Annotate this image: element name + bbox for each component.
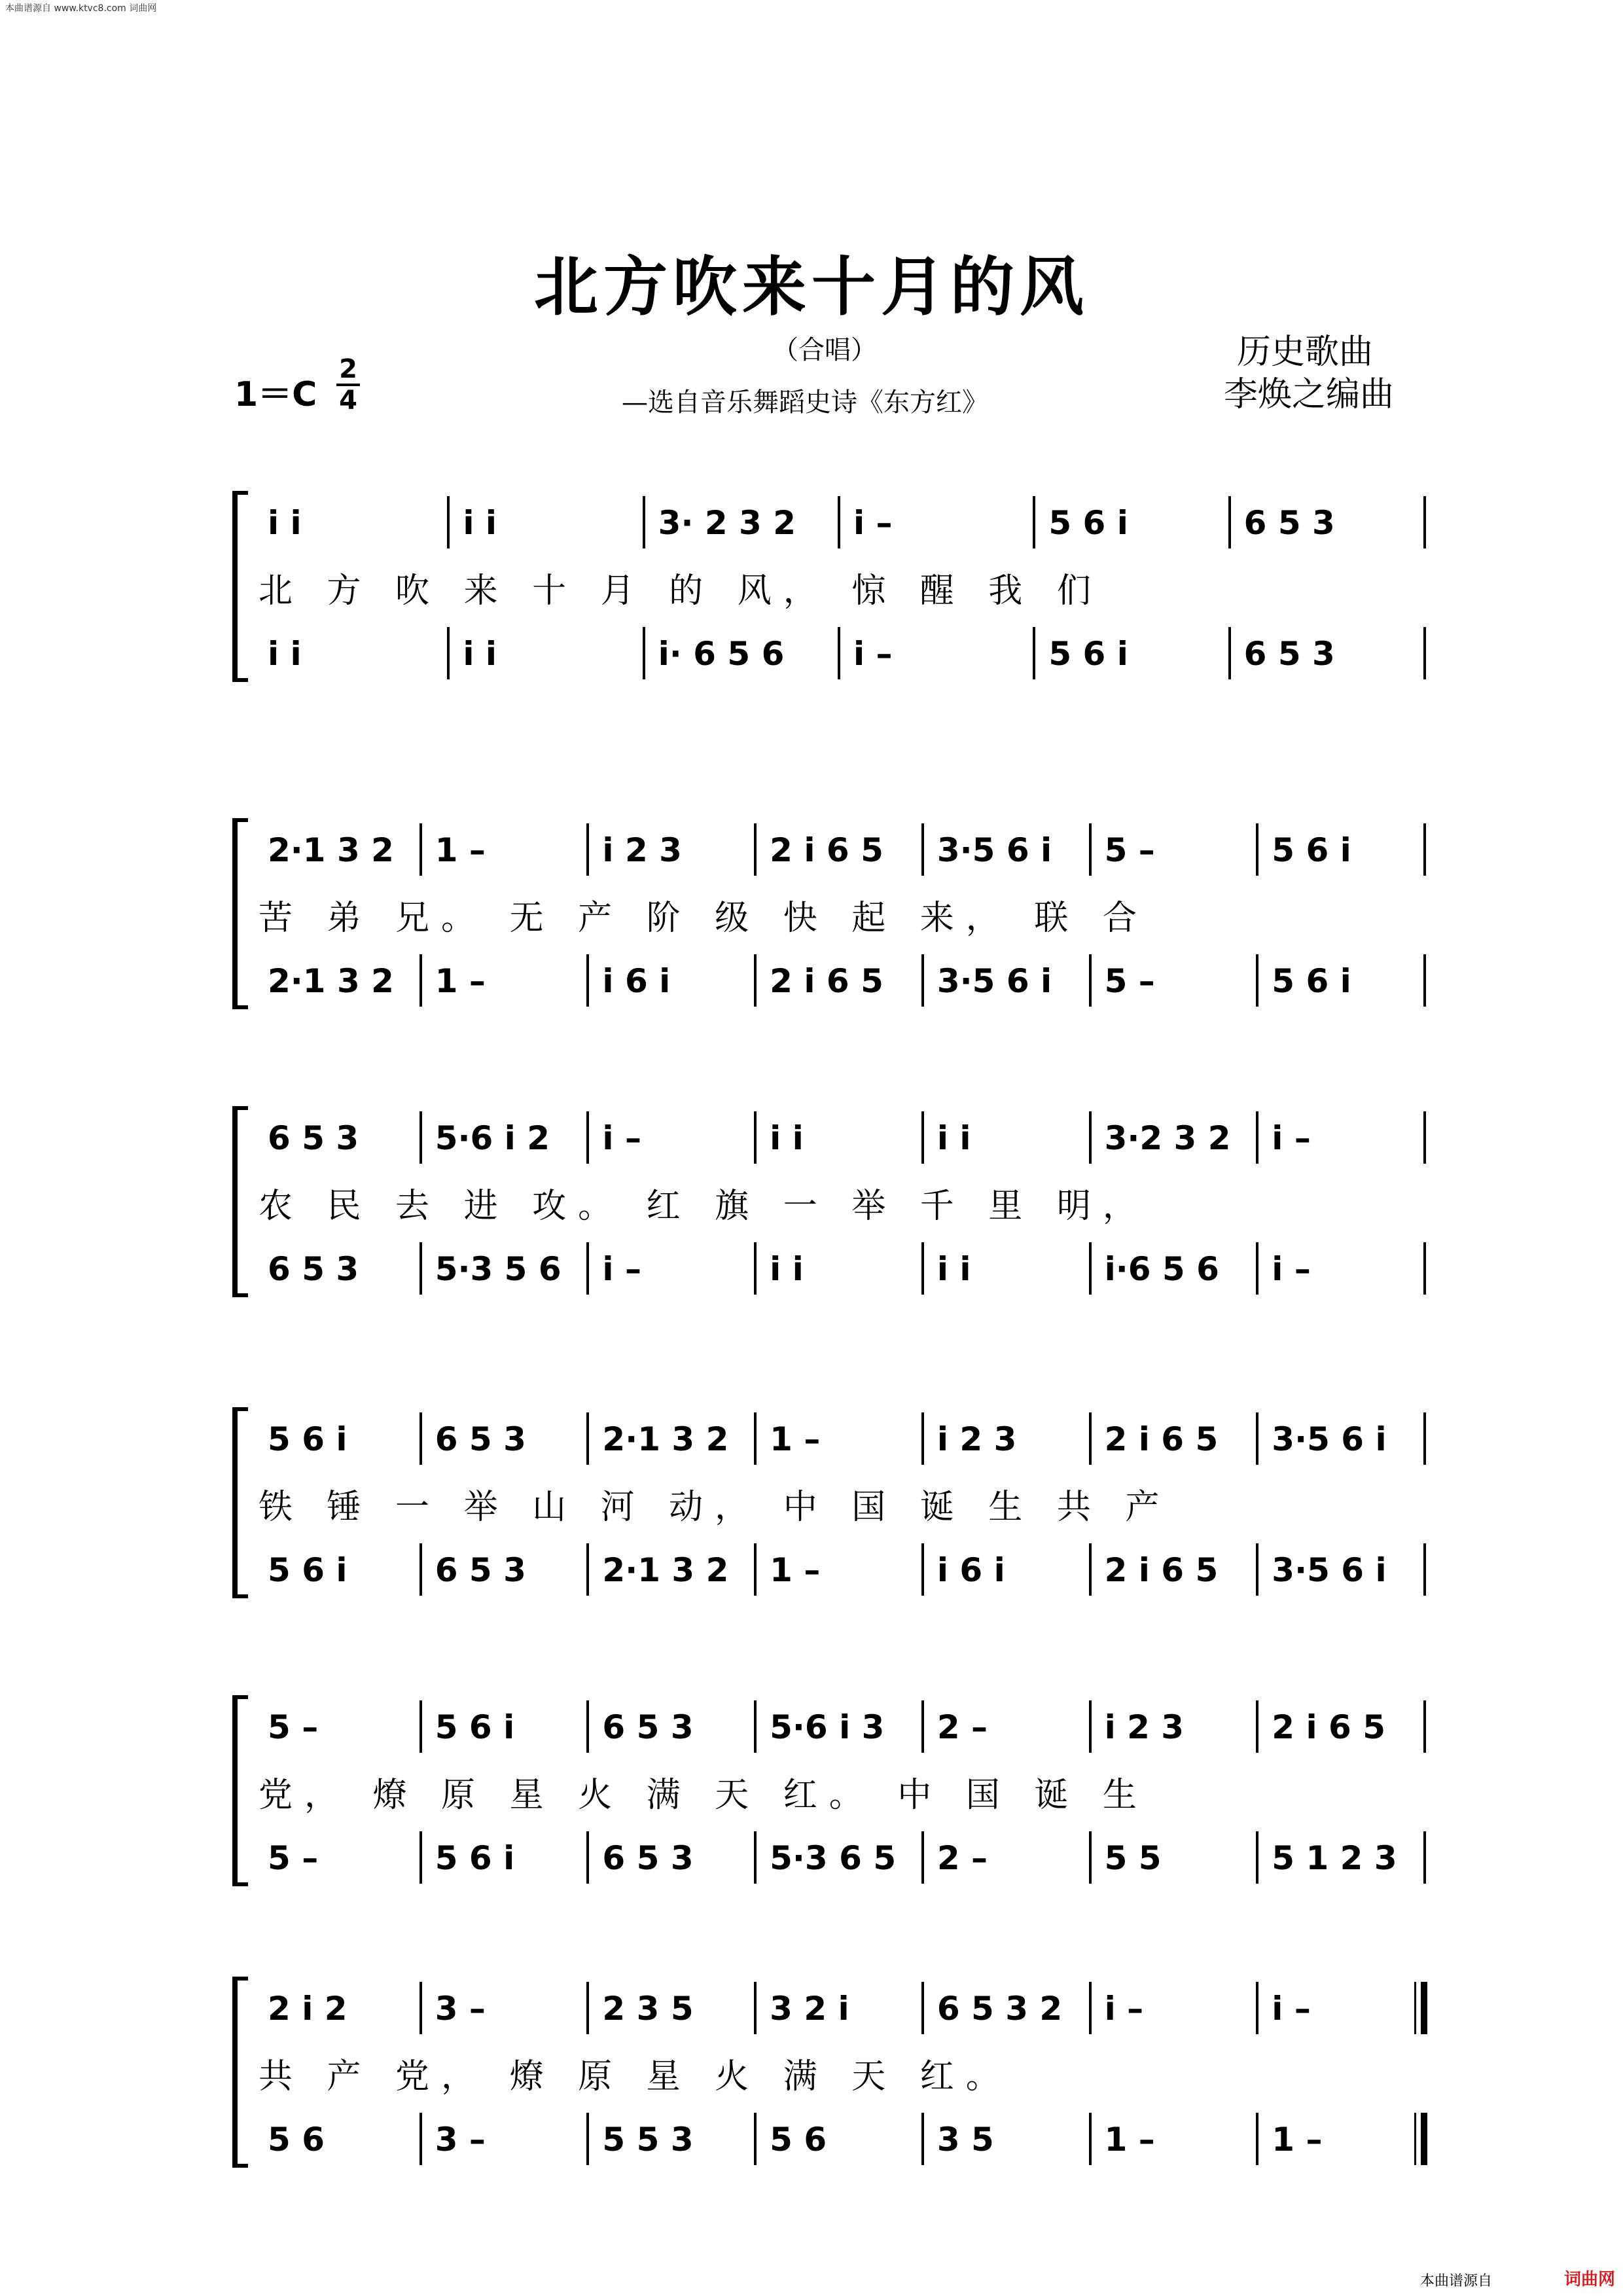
measure: 2·1 3 2 [602,1420,729,1458]
time-bottom: 4 [339,386,357,416]
measure: 3· 2 3 2 [658,504,796,542]
system-bracket [232,491,248,682]
barline [419,1111,422,1164]
barline [1256,954,1258,1007]
barline [1256,1982,1258,2034]
barline [1089,823,1092,876]
measure: 2·1 3 2 [268,831,394,869]
measure: 2·1 3 2 [268,962,394,1000]
measure: 1 – [770,1551,821,1589]
song-subtitle: （合唱） [772,335,877,365]
measure: 5 6 i [1048,504,1128,542]
measure: 5 6 i [268,1420,348,1458]
barline [586,1982,589,2034]
measure: 5 1 2 3 [1272,1839,1397,1877]
measure: i 2 3 [1104,1708,1185,1746]
barline [1228,627,1231,679]
barline [586,1111,589,1164]
measure: 6 5 3 [435,1551,526,1589]
barline [754,823,757,876]
measure: 3 5 [936,2121,994,2159]
site-tag: 本曲谱源自 www.ktvc8.com 词曲网 [5,3,157,14]
measure: 2 – [936,1839,988,1877]
measure: i – [602,1119,641,1157]
lower-voice [259,1551,1430,1610]
measure: 2 – [936,1708,988,1746]
measure: i i [770,1119,804,1157]
measure: 1 – [435,831,486,869]
upper-voice [259,1119,1430,1178]
lyrics-text: 党， 燎 原 星 火 满 天 红。 中 国 诞 生 [259,1776,1149,1815]
barline [921,1700,924,1753]
barline [1089,1982,1092,2034]
barline [586,1543,589,1596]
upper-voice [259,1990,1430,2049]
measure: 6 5 3 [602,1708,694,1746]
barline [754,1242,757,1295]
final-barline-thin [1414,1982,1416,2034]
barline [1256,823,1258,876]
measure: 5·6 i 2 [435,1119,550,1157]
measure: 5 6 i [1272,831,1351,869]
measure: 5·6 i 3 [770,1708,885,1746]
barline [754,954,757,1007]
barline [1089,1543,1092,1596]
barline [447,627,450,679]
barline [586,1242,589,1295]
measure: 5 6 [268,2121,325,2159]
measure: i i [268,635,302,673]
barline [754,1982,757,2034]
measure: i i [268,504,302,542]
barline [1423,627,1426,679]
barline [419,2113,422,2165]
barline [1423,496,1426,548]
barline [921,1242,924,1295]
lower-voice [259,962,1430,1021]
barline [586,823,589,876]
barline [586,954,589,1007]
barline [921,1982,924,2034]
measure: 2 i 6 5 [770,962,883,1000]
measure: i 6 i [602,962,671,1000]
measure: i 6 i [936,1551,1005,1589]
barline [1089,1111,1092,1164]
lyrics-text: 北 方 吹 来 十 月 的 风， 惊 醒 我 们 [259,571,1103,611]
measure: 2 i 6 5 [1272,1708,1386,1746]
barline [419,1831,422,1884]
upper-voice [259,1708,1430,1767]
measure: 2 i 6 5 [1104,1420,1219,1458]
measure: 6 5 3 [602,1839,694,1877]
measure: 3·5 6 i [1272,1551,1387,1589]
key-signature: 1＝C [234,375,317,414]
barline [419,1242,422,1295]
measure: 3 2 i [770,1990,849,2028]
score-system [232,1676,1433,1898]
measure: i – [853,504,893,542]
barline [754,1831,757,1884]
barline [754,1111,757,1164]
measure: 5 5 [1104,1839,1162,1877]
barline [1089,954,1092,1007]
measure: 3·5 6 i [1272,1420,1387,1458]
system-bracket [232,1695,248,1886]
barline [643,496,645,548]
measure: 5·3 6 5 [770,1839,897,1877]
barline [921,1111,924,1164]
barline [586,1831,589,1884]
footer-source-note: 本曲谱源自 [1420,2273,1493,2289]
measure: 2 i 6 5 [770,831,883,869]
barline [754,1543,757,1596]
barline [1033,627,1035,679]
final-barline-thick [1421,2113,1427,2165]
measure: 5 6 i [268,1551,348,1589]
barline [1423,1543,1426,1596]
barline [586,2113,589,2165]
measure: 5 6 i [435,1708,515,1746]
barline [1228,496,1231,548]
barline [1423,954,1426,1007]
score-system [232,471,1433,694]
measure: i·6 5 6 [1104,1250,1219,1288]
barline [1089,1242,1092,1295]
measure: i i [936,1250,971,1288]
measure: 1 – [1104,2121,1155,2159]
measure: 5 6 i [1048,635,1128,673]
measure: i i [463,635,497,673]
song-title: 北方吹来十月的风 [533,249,1089,325]
barline [586,1700,589,1753]
score-system [232,1957,1433,2179]
lower-voice [259,635,1430,694]
measure: 3·2 3 2 [1104,1119,1231,1157]
lyrics-line [259,1479,1430,1538]
barline [1423,1831,1426,1884]
barline [1033,496,1035,548]
measure: i 2 3 [602,831,682,869]
barline [754,1700,757,1753]
measure: 5 6 i [1272,962,1351,1000]
measure: 5 – [268,1839,319,1877]
measure: 1 – [435,962,486,1000]
measure: 2 i 2 [268,1990,348,2028]
measure: 5·3 5 6 [435,1250,562,1288]
measure: 6 5 3 [435,1420,526,1458]
measure: 5 – [268,1708,319,1746]
measure: 1 – [1272,2121,1323,2159]
barline [419,1700,422,1753]
measure: i – [602,1250,641,1288]
lyrics-text: 铁 锤 一 举 山 河 动， 中 国 诞 生 共 产 [259,1488,1171,1527]
barline [1423,1111,1426,1164]
barline [643,627,645,679]
system-bracket [232,1977,248,2168]
measure: i – [1272,1119,1311,1157]
barline [1256,1831,1258,1884]
barline [1089,1700,1092,1753]
measure: 5 6 i [435,1839,515,1877]
barline [1256,1412,1258,1465]
barline [419,1543,422,1596]
measure: i i [936,1119,971,1157]
barline [838,496,840,548]
measure: i 2 3 [936,1420,1017,1458]
measure: i· 6 5 6 [658,635,785,673]
measure: 3·5 6 i [936,831,1052,869]
measure: 5 6 [770,2121,827,2159]
final-barline-thick [1421,1982,1427,2034]
measure: 5 – [1104,962,1155,1000]
barline [1423,1700,1426,1753]
song-genre: 历史歌曲 [1237,332,1374,372]
lyrics-text: 农 民 去 进 攻。 红 旗 一 举 千 里 明， [259,1187,1149,1226]
measure: 6 5 3 [1243,635,1335,673]
barline [586,1412,589,1465]
barline [921,1543,924,1596]
system-bracket [232,818,248,1009]
song-arranger: 李焕之编曲 [1224,375,1395,414]
lyrics-line [259,1767,1430,1826]
lower-voice [259,2121,1430,2179]
barline [1256,1242,1258,1295]
measure: 5 5 3 [602,2121,694,2159]
barline [921,1412,924,1465]
barline [1423,1242,1426,1295]
measure: 1 – [770,1420,821,1458]
lower-voice [259,1839,1430,1898]
measure: 3 – [435,1990,486,2028]
barline [754,1412,757,1465]
barline [838,627,840,679]
barline [1089,2113,1092,2165]
barline [419,1412,422,1465]
measure: i – [1272,1250,1311,1288]
measure: 2·1 3 2 [602,1551,729,1589]
lyrics-line [259,2049,1430,2108]
barline [419,823,422,876]
time-top: 2 [339,354,357,384]
final-barline-thin [1414,2113,1416,2165]
barline [921,954,924,1007]
barline [754,2113,757,2165]
barline [1423,1412,1426,1465]
measure: 6 5 3 2 [936,1990,1063,2028]
measure: 6 5 3 [268,1119,359,1157]
barline [1256,1111,1258,1164]
barline [1256,1700,1258,1753]
barline [447,496,450,548]
barline [419,1982,422,2034]
measure: 6 5 3 [268,1250,359,1288]
barline [1089,1412,1092,1465]
lyrics-line [259,563,1430,622]
score-system [232,798,1433,1021]
barline [921,823,924,876]
upper-voice [259,1420,1430,1479]
lyrics-line [259,890,1430,949]
barline [419,954,422,1007]
measure: 5 – [1104,831,1155,869]
measure: i – [853,635,893,673]
measure: 3 – [435,2121,486,2159]
footer-logo: 词曲网 [1564,2270,1616,2289]
upper-voice [259,831,1430,890]
barline [921,2113,924,2165]
upper-voice [259,504,1430,563]
barline [1423,823,1426,876]
lyrics-text: 共 产 党， 燎 原 星 火 满 天 红。 [259,2057,1012,2096]
measure: i i [770,1250,804,1288]
measure: i – [1272,1990,1311,2028]
system-bracket [232,1106,248,1297]
lyrics-line [259,1178,1430,1237]
measure: 2 3 5 [602,1990,694,2028]
system-bracket [232,1407,248,1598]
score-system [232,1086,1433,1309]
time-signature [335,356,361,414]
lower-voice [259,1250,1430,1309]
score-system [232,1388,1433,1610]
barline [921,1831,924,1884]
measure: 2 i 6 5 [1104,1551,1219,1589]
measure: 3·5 6 i [936,962,1052,1000]
song-source: —选自音乐舞蹈史诗《东方红》 [622,387,988,418]
barline [1089,1831,1092,1884]
lyrics-text: 苦 弟 兄。 无 产 阶 级 快 起 来， 联 合 [259,899,1149,938]
barline [1256,1543,1258,1596]
measure: 6 5 3 [1243,504,1335,542]
barline [1256,2113,1258,2165]
measure: i i [463,504,497,542]
measure: i – [1104,1990,1144,2028]
